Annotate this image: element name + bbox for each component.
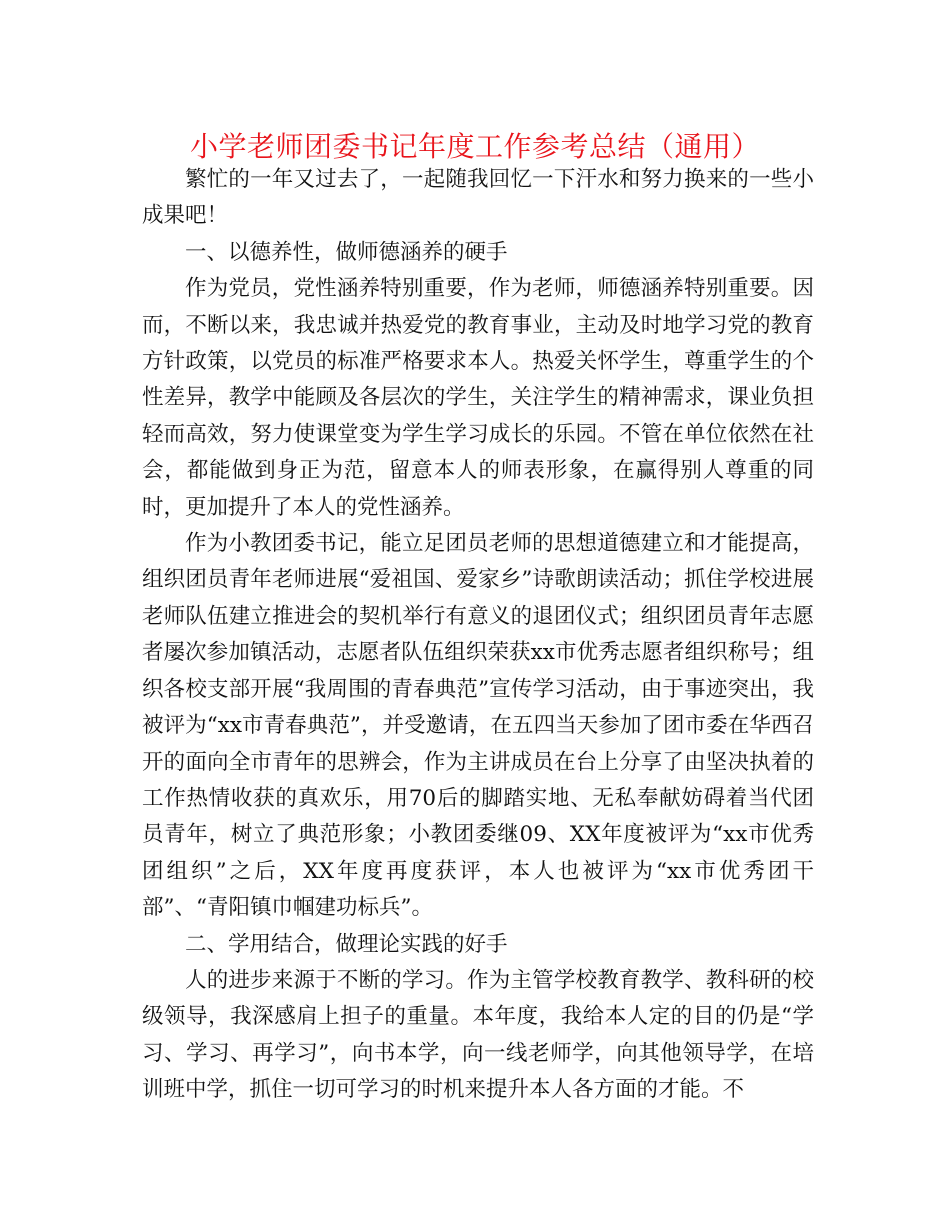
intro-paragraph: 繁忙的一年又过去了，一起随我回忆一下汗水和努力换来的一些小成果吧！: [142, 167, 814, 229]
section-1-paragraph-2: 作为小教团委书记，能立足团员老师的思想道德建立和才能提高，组织团员青年老师进展“爱祖国、爱家乡”诗歌朗读活动；抓住学校进展老师队伍建立推进会的契机举行有意义的退团仪式；组织团员青年志愿者屡次参加镇活动，志愿者队伍组织荣获xx市优秀志愿者组织称号；组织各校支部开展“我周围的青春典范”宣传学习活动，由于事迹突出，我被评为“xx市青春典范”，并受邀请，在五四当天参加了团市委在华西召开的面向全市青年的思辨会，作为主讲成员在台上分享了由坚决执着的工作热情收获的真欢乐，用70后的脚踏实地、无私奉献妨碍着当代团员青年，树立了典范形象；小教团委继09、XX年度被评为“xx市优秀团组织”之后，XX年度再度获评，本人也被评为“xx市优秀团干部”、“青阳镇巾帼建功标兵”。: [142, 531, 814, 921]
section-1-paragraph-1: 作为党员，党性涵养特别重要，作为老师，师德涵养特别重要。因而，不断以来，我忠诚并热爱党的教育事业，主动及时地学习党的教育方针政策，以党员的标准严格要求本人。热爱关怀学生，尊重学生的个性差异，教学中能顾及各层次的学生，关注学生的精神需求，课业负担轻而高效，努力使课堂变为学生学习成长的乐园。不管在单位依然在社会，都能做到身正为范，留意本人的师表形象，在赢得别人尊重的同时，更加提升了本人的党性涵养。: [142, 276, 814, 520]
document-title: 小学老师团委书记年度工作参考总结（通用）: [189, 130, 760, 163]
section-heading-1: 一、以德养性，做师德涵养的硬手: [185, 239, 508, 265]
section-2-paragraph-1: 人的进步来源于不断的学习。作为主管学校教育教学、教科研的校级领导，我深感肩上担子的重量。本年度，我给本人定的目的仍是“学习、学习、再学习”，向书本学，向一线老师学，向其他领导学，在培训班中学，抓住一切可学习的时机来提升本人各方面的才能。不: [142, 967, 814, 1103]
section-heading-2: 二、学用结合，做理论实践的好手: [185, 931, 508, 957]
document-body: [142, 162, 814, 1109]
